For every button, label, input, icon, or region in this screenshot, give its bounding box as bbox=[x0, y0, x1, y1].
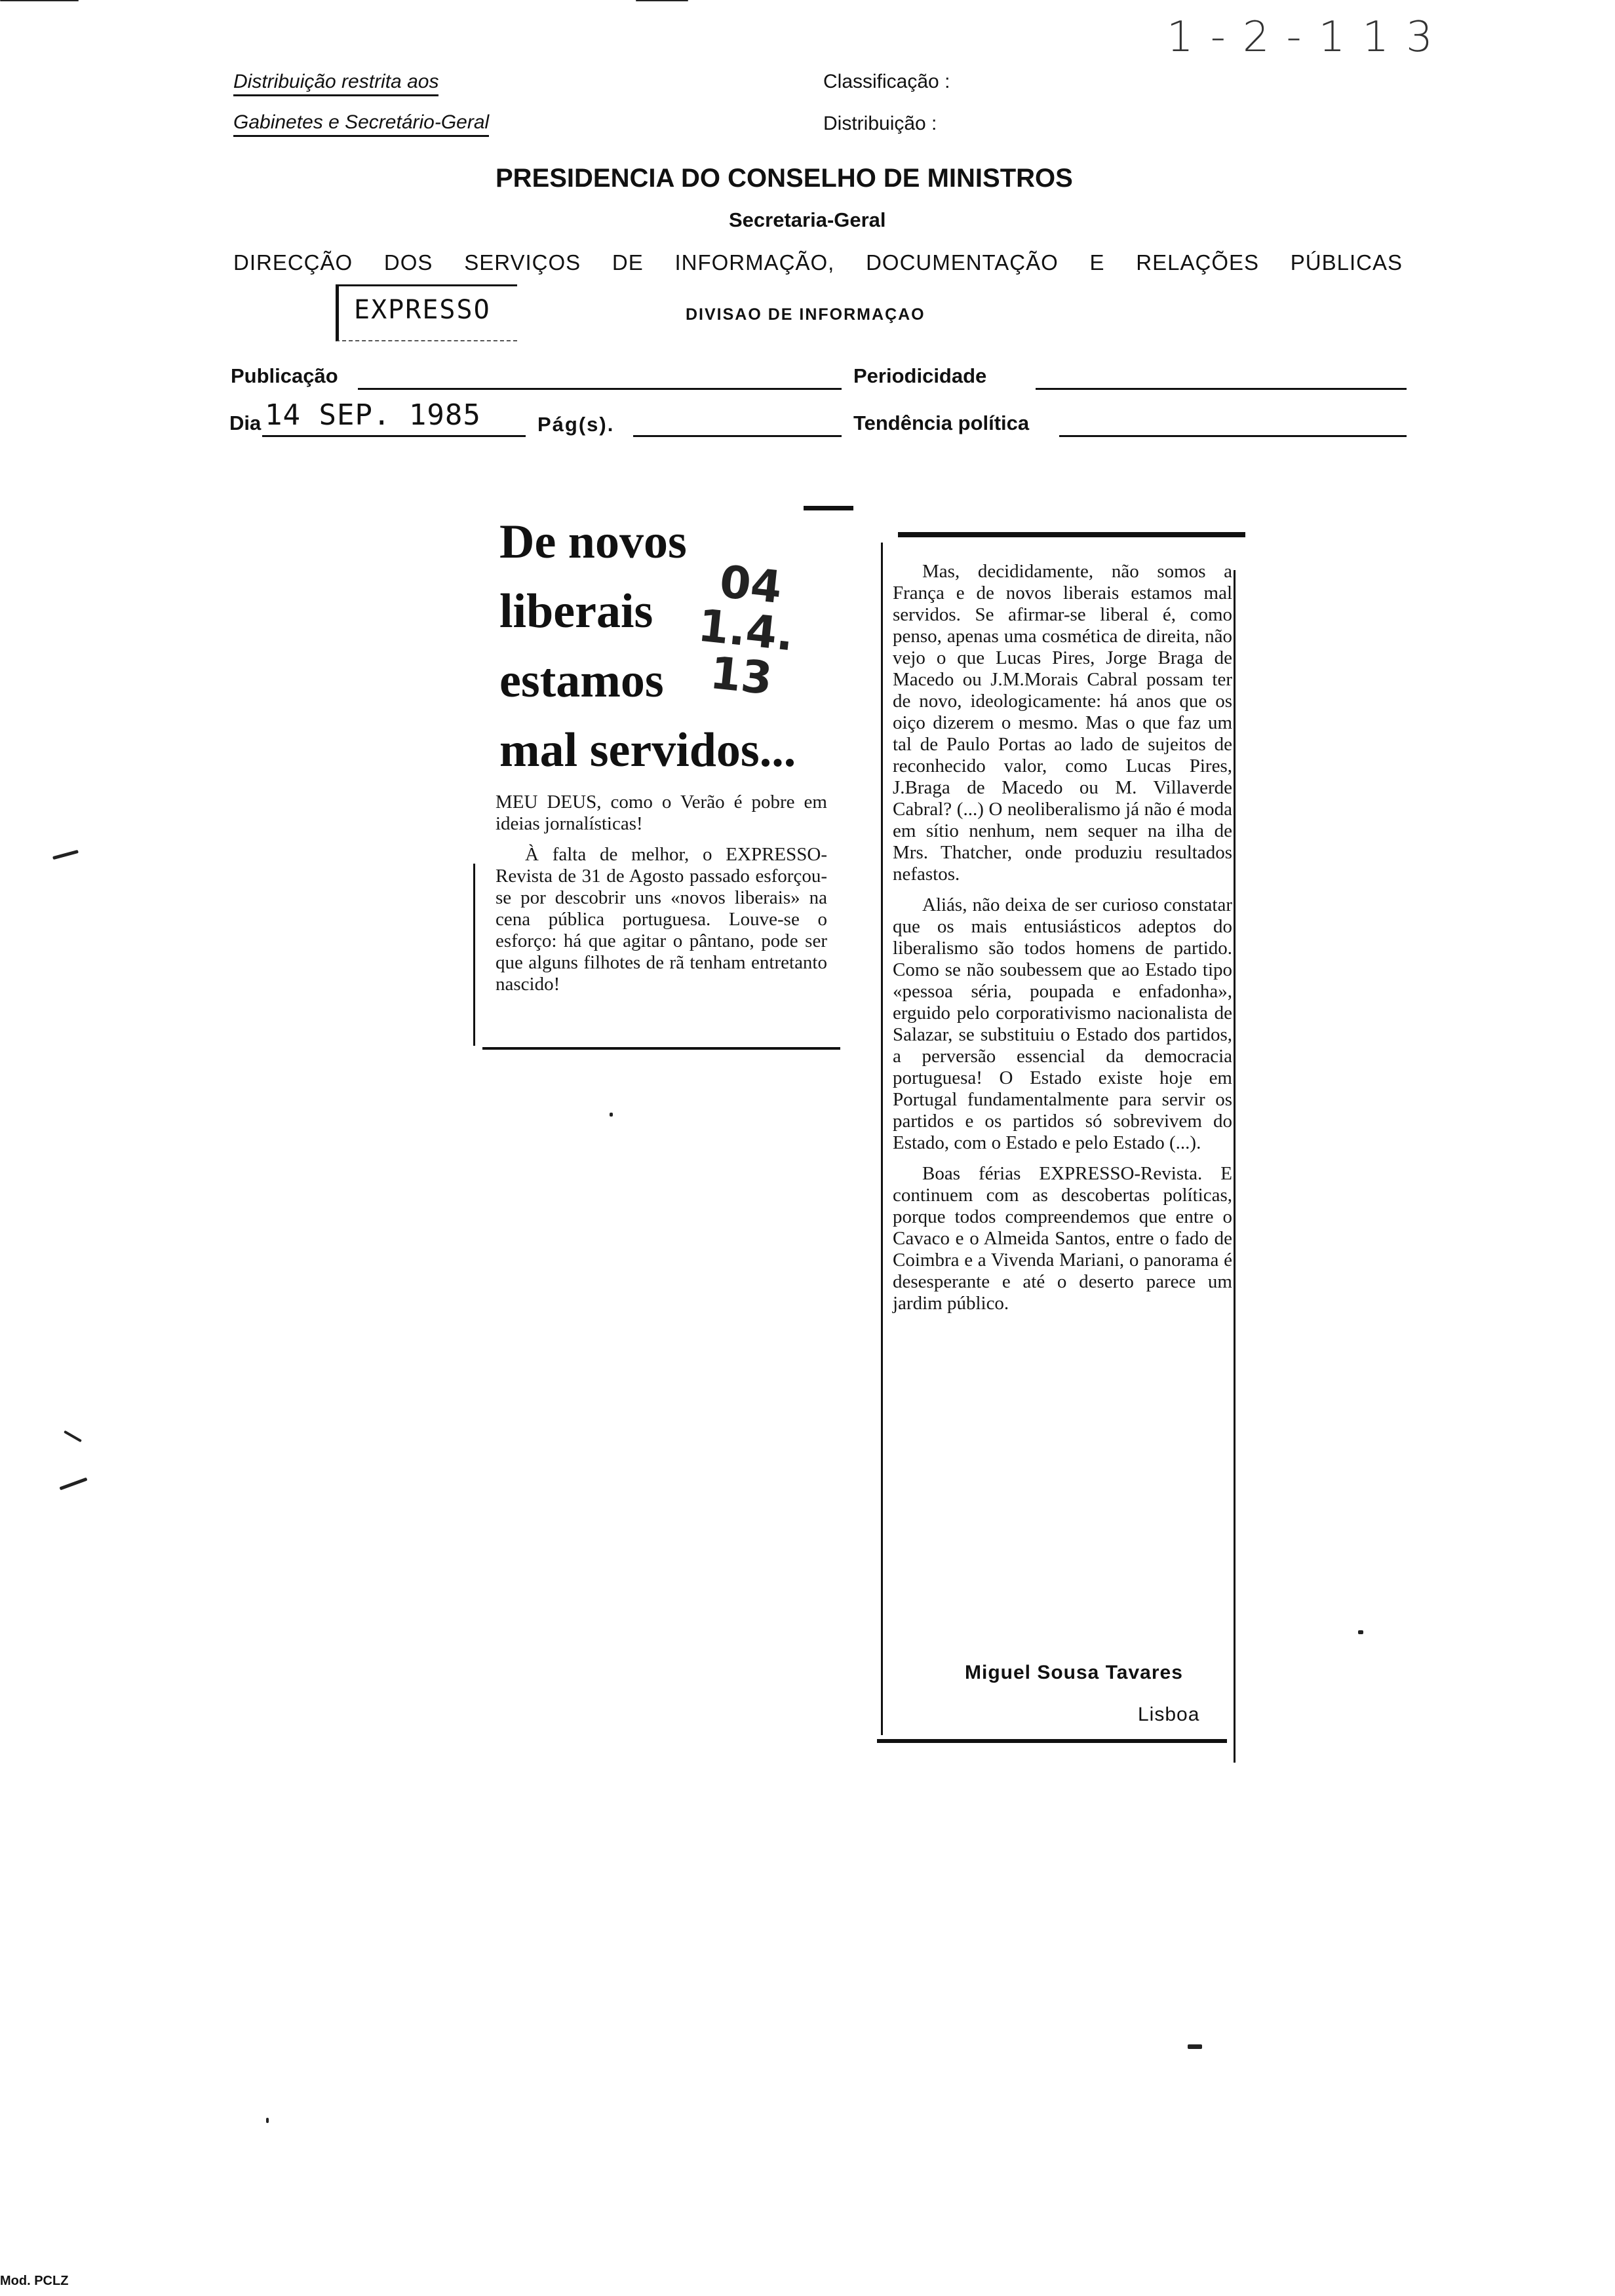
right-column-top-rule bbox=[898, 532, 1245, 537]
left-paragraph-1: MEU DEUS, como o Verão é pobre em ideias jornalísticas! bbox=[496, 792, 827, 834]
scan-mark bbox=[636, 0, 688, 1]
headline-line-1: De novos bbox=[499, 515, 687, 569]
form-code: Mod. PCLZ bbox=[0, 2274, 69, 2288]
headline-line-4: mal servidos... bbox=[499, 723, 796, 777]
right-paragraph-3: Boas férias EXPRESSO-Revista. E continuem com as descobertas políticas, porque todos compreendemos que entre o Cavaco e o Almeida Santos, entre o fado de Coimbra e a Vivenda Mariani, o panorama é desesperante e até o deserto parece um jardim público. bbox=[893, 1163, 1232, 1314]
scan-mark bbox=[610, 1113, 613, 1117]
date-stamp: 14 SEP. 1985 bbox=[265, 398, 481, 432]
page-title: PRESIDENCIA DO CONSELHO DE MINISTROS bbox=[496, 164, 1073, 193]
scan-mark bbox=[0, 0, 79, 1]
tendencia-field-line bbox=[1059, 435, 1407, 437]
scan-mark bbox=[64, 1430, 82, 1442]
dia-label: Dia bbox=[229, 411, 262, 434]
right-column-text bbox=[893, 561, 1232, 1324]
headline-top-rule bbox=[804, 506, 853, 510]
scan-mark bbox=[59, 1478, 87, 1491]
left-column-text bbox=[496, 792, 827, 1004]
pags-label: Pág(s). bbox=[537, 413, 615, 436]
handwritten-annotation: 04 1.4. 13 bbox=[695, 556, 796, 706]
pags-field-line bbox=[633, 435, 842, 437]
handwritten-reference: 1-2-113 bbox=[1167, 13, 1450, 62]
right-column-right-border bbox=[1234, 570, 1236, 1763]
scan-mark bbox=[1358, 1630, 1363, 1634]
headline-line-2: liberais bbox=[499, 584, 653, 638]
right-paragraph-1: Mas, decididamente, não somos a França e de novos liberais estamos mal servidos. Se afirmar-se liberal é, como penso, apenas uma cosmética de direita, não vejo o que Lucas Pires, Jorge Braga de Macedo ou J.M.Morais Cabral possam ter de novo, ideologicamente: há anos que os oiço dizerem o mesmo. Mas o que faz um tal de Paulo Portas ao lado de sujeitos de reconhecido valor, como Lucas Pires, J.Braga de Macedo ou M. Villaverde Cabral? (...) O neoliberalismo já não é moda em sítio nenhum, nem sequer na ilha de Mrs. Thatcher, onde produziu resultados nefastos. bbox=[893, 561, 1232, 885]
classificacao-label: Classificação : bbox=[823, 71, 950, 92]
right-column-left-border bbox=[881, 543, 883, 1735]
page-subtitle: Secretaria-Geral bbox=[729, 208, 886, 231]
article-location: Lisboa bbox=[1138, 1704, 1200, 1725]
scan-mark bbox=[52, 850, 79, 860]
right-paragraph-2: Aliás, não deixa de ser curioso constatar que os mais entusiásticos adeptos do liberalismo são todos homens de partido. Como se não soubessem que ao Estado tipo «pessoa séria, poupada e enfadonha», erguido pelo corporativismo nacionalista de Salazar, se substituiu o Estado dos partidos, a perversão essencial da democracia portuguesa! O Estado existe hoje em Portugal fundamentalmente para servir os partidos e os partidos só sobrevivem do Estado, com o Estado e pelo Estado (...). bbox=[893, 894, 1232, 1153]
distribuicao-label: Distribuição : bbox=[823, 113, 937, 134]
right-column-bottom-rule bbox=[877, 1739, 1227, 1743]
publication-stamp: EXPRESSO bbox=[354, 295, 491, 325]
left-paragraph-2: À falta de melhor, o EXPRESSO-Revista de 31 de Agosto passado esforçou-se por descobrir uns «novos liberais» na cena pública portuguesa. Louve-se o esforço: há que agitar o pântano, pode ser que alguns filhotes de rã tenham entretanto nascido! bbox=[496, 844, 827, 995]
periodicidade-field-line bbox=[1036, 388, 1407, 390]
publicacao-label: Publicação bbox=[231, 364, 338, 387]
left-column-bottom-rule bbox=[482, 1047, 840, 1050]
article-author: Miguel Sousa Tavares bbox=[965, 1662, 1183, 1683]
periodicidade-label: Periodicidade bbox=[853, 364, 987, 387]
headline-line-3: estamos bbox=[499, 654, 664, 708]
tendencia-label: Tendência política bbox=[853, 411, 1030, 434]
left-column-margin-bar bbox=[473, 864, 475, 1046]
restricted-distribution-line2: Gabinetes e Secretário-Geral bbox=[233, 111, 489, 137]
direccao-line: DIRECÇÃO DOS SERVIÇOS DE INFORMAÇÃO, DOCUMENTAÇÃO E RELAÇÕES PÚBLICAS bbox=[233, 250, 1403, 275]
publicacao-field-line bbox=[358, 388, 842, 390]
restricted-distribution-line1: Distribuição restrita aos bbox=[233, 71, 438, 96]
scan-mark bbox=[1188, 2044, 1202, 2049]
scan-mark bbox=[266, 2118, 269, 2123]
dia-field-line bbox=[262, 435, 526, 437]
divisao-label: DIVISAO DE INFORMAÇAO bbox=[686, 305, 925, 324]
